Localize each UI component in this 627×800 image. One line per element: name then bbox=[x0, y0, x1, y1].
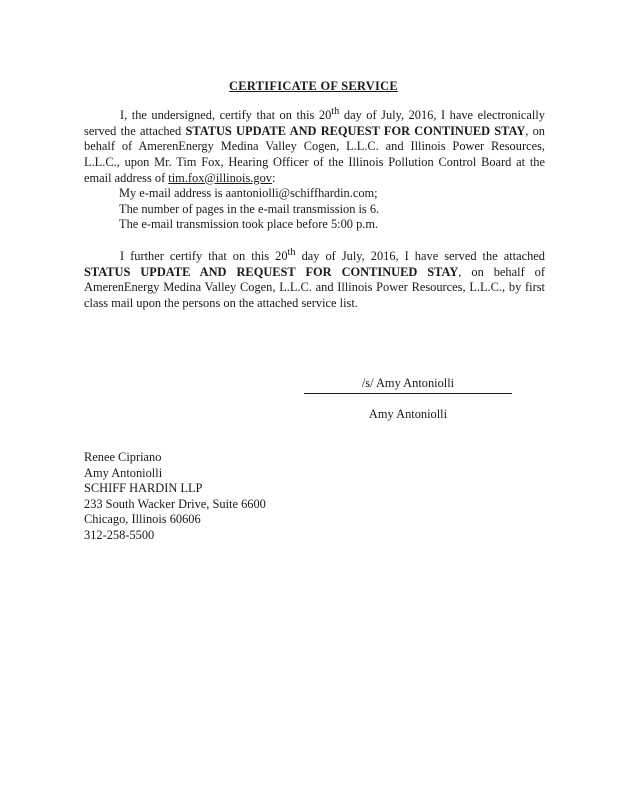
ordinal-suffix: th bbox=[287, 247, 296, 258]
contact-line: Renee Cipriano bbox=[84, 450, 162, 464]
contact-line: Chicago, Illinois 60606 bbox=[84, 512, 201, 527]
email-link[interactable]: tim.fox@illinois.gov bbox=[168, 170, 272, 185]
paragraph-text: I, the undersigned, certify that on this 20 bbox=[120, 108, 332, 123]
paragraph-text: day of July, 2016, I have served the attached bbox=[295, 249, 545, 264]
contact-line: Amy Antoniolli bbox=[84, 465, 163, 480]
contact-line: 233 South Wacker Drive, Suite 6600 bbox=[84, 496, 266, 511]
document-title-ref: STATUS UPDATE AND REQUEST FOR CONTINUED STAY bbox=[185, 123, 526, 138]
contact-line: 312-258-5500 bbox=[84, 527, 155, 542]
transmission-line: The e-mail transmission took place before 5:00 p.m. bbox=[119, 217, 379, 232]
contact-line: SCHIFF HARDIN LLP bbox=[84, 481, 203, 496]
service-paragraph-mail bbox=[84, 245, 545, 312]
service-paragraph-electronic bbox=[84, 104, 545, 186]
paragraph-text: , on behalf of AmerenEnergy Medina Valley Cogen, L.L.C. and Illinois Power Resources, L.L.C., upon Mr. Tim Fox, Hearing Officer of the Illinois Pollution Control Board at the email address of bbox=[84, 123, 545, 185]
page-title: CERTIFICATE OF SERVICE bbox=[229, 79, 398, 93]
paragraph-text: I further certify that on this 20 bbox=[120, 249, 288, 264]
ordinal-suffix: th bbox=[331, 106, 340, 117]
document-title-ref: STATUS UPDATE AND REQUEST FOR CONTINUED STAY bbox=[84, 264, 459, 279]
transmission-line: My e-mail address is aantoniolli@schiffhardin.com; bbox=[119, 186, 378, 200]
transmission-details bbox=[119, 186, 539, 233]
signature-line: /s/ Amy Antoniolli bbox=[304, 376, 512, 394]
paragraph-text: : bbox=[271, 170, 276, 185]
contact-block bbox=[84, 450, 384, 544]
paragraph-text: day of July, 2016, I have electronically served the attached bbox=[84, 108, 545, 138]
transmission-line: The number of pages in the e-mail transmission is 6. bbox=[119, 201, 380, 216]
signer-name: Amy Antoniolli bbox=[368, 407, 448, 421]
paragraph-text: , on behalf of AmerenEnergy Medina Valley Cogen, L.L.C. and Illinois Power Resources, L.L.C., by first class mail upon the persons on the attached service list. bbox=[84, 264, 545, 310]
